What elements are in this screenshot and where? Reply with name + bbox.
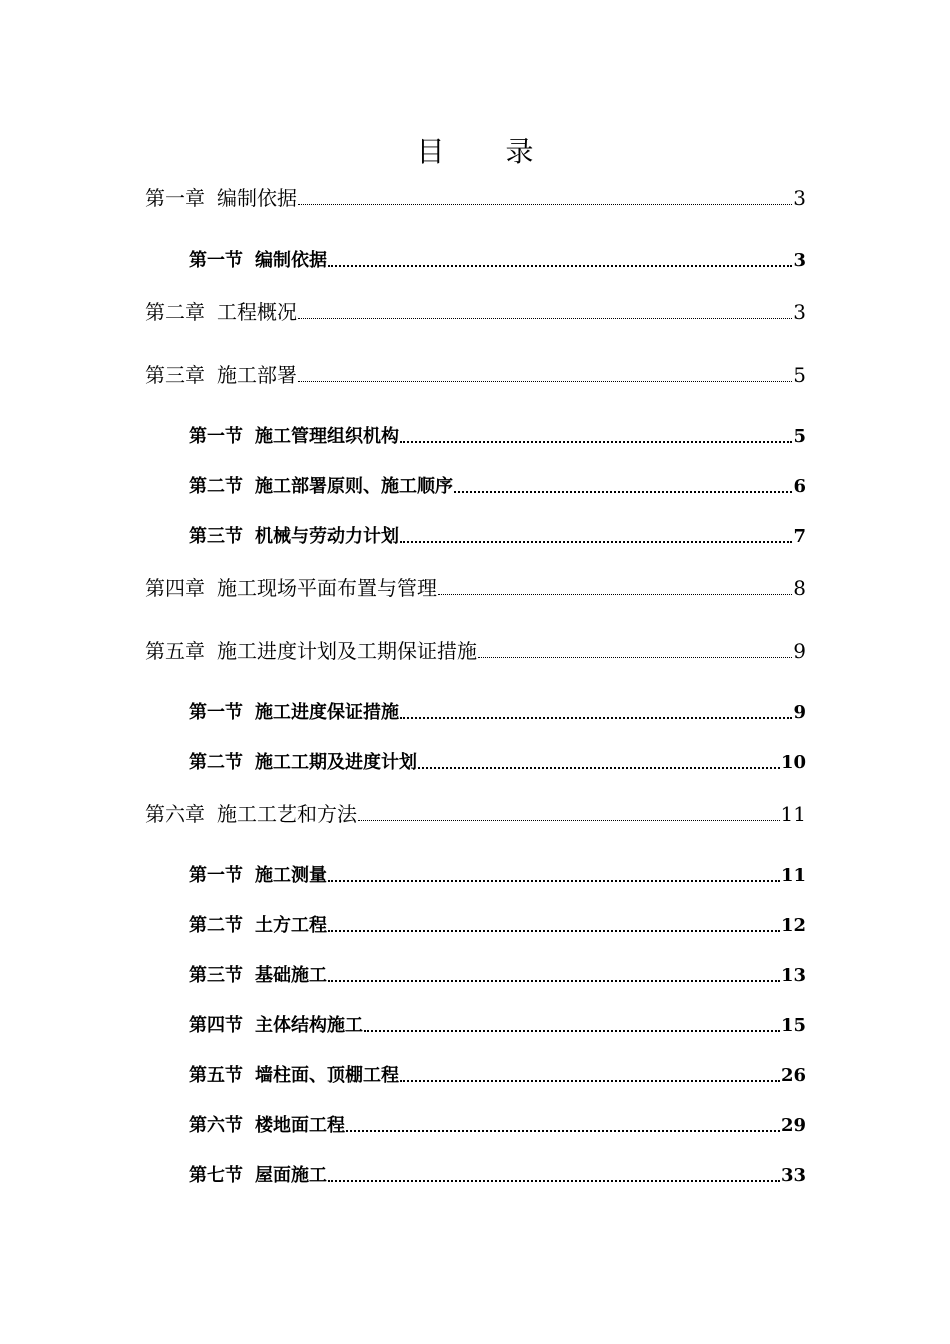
toc-entry-text: 编制依据 bbox=[217, 186, 297, 210]
toc-entry-label bbox=[189, 528, 399, 546]
toc-section-entry[interactable] bbox=[189, 704, 806, 722]
toc-entry-number: 第一节 bbox=[189, 426, 243, 447]
dot-leader bbox=[438, 594, 792, 595]
dot-leader bbox=[328, 1180, 780, 1182]
toc-entry-label bbox=[189, 917, 327, 935]
toc-page-number: 3 bbox=[793, 186, 806, 210]
dot-leader bbox=[328, 265, 792, 267]
toc-section-entry[interactable] bbox=[189, 1017, 806, 1035]
toc-entry-label bbox=[145, 302, 297, 322]
toc-chapter-entry[interactable] bbox=[145, 365, 806, 385]
toc-section-entry[interactable] bbox=[189, 528, 806, 546]
toc-entry-label bbox=[145, 641, 477, 661]
toc-entry-text: 施工管理组织机构 bbox=[255, 426, 399, 447]
toc-entry-label bbox=[189, 428, 399, 446]
toc-page-number: 9 bbox=[793, 639, 806, 663]
dot-leader bbox=[364, 1030, 780, 1032]
toc-section-entry[interactable] bbox=[189, 478, 806, 496]
toc-entry-label bbox=[189, 967, 327, 985]
dot-leader bbox=[328, 980, 780, 982]
toc-entry-text: 施工工艺和方法 bbox=[217, 802, 357, 826]
toc-entry-label bbox=[189, 1067, 399, 1085]
toc-entry-label bbox=[189, 867, 327, 885]
toc-page-number: 7 bbox=[793, 526, 806, 547]
toc-entry-text: 楼地面工程 bbox=[255, 1115, 345, 1136]
toc-section-entry[interactable] bbox=[189, 867, 806, 885]
toc-section-entry[interactable] bbox=[189, 1067, 806, 1085]
toc-entry-text: 基础施工 bbox=[255, 965, 327, 986]
toc-section-entry[interactable] bbox=[189, 967, 806, 985]
toc-entry-text: 施工测量 bbox=[255, 865, 327, 886]
toc-entry-number: 第三节 bbox=[189, 965, 243, 986]
dot-leader bbox=[400, 441, 792, 443]
toc-entry-label bbox=[145, 804, 357, 824]
toc-entry-label bbox=[145, 365, 297, 385]
toc-entry-text: 工程概况 bbox=[217, 300, 297, 324]
toc-page-number: 15 bbox=[780, 1015, 806, 1036]
toc-entry-text: 施工工期及进度计划 bbox=[255, 752, 417, 773]
dot-leader bbox=[298, 381, 792, 382]
toc-chapter-entry[interactable] bbox=[145, 804, 806, 824]
toc-entry-number: 第三节 bbox=[189, 526, 243, 547]
toc-entry-label bbox=[189, 1167, 327, 1185]
toc-entry-text: 施工进度保证措施 bbox=[255, 702, 399, 723]
toc-entry-number: 第四章 bbox=[145, 576, 205, 600]
toc-section-entry[interactable] bbox=[189, 1167, 806, 1185]
toc-entry-text: 墙柱面、顶棚工程 bbox=[255, 1065, 399, 1086]
dot-leader bbox=[454, 491, 792, 493]
toc-page-number: 26 bbox=[780, 1065, 806, 1086]
toc-page-number: 5 bbox=[793, 426, 806, 447]
toc-page-number: 9 bbox=[793, 702, 806, 723]
toc-entry-number: 第一节 bbox=[189, 865, 243, 886]
toc-entry-number: 第一节 bbox=[189, 702, 243, 723]
toc-entry-number: 第六节 bbox=[189, 1115, 243, 1136]
toc-page-number: 6 bbox=[793, 476, 806, 497]
toc-entry-number: 第二章 bbox=[145, 300, 205, 324]
dot-leader bbox=[400, 541, 792, 543]
toc-entry-label bbox=[189, 704, 399, 722]
toc-entry-number: 第二节 bbox=[189, 915, 243, 936]
toc-entry-label bbox=[145, 188, 297, 208]
toc-entry-label bbox=[189, 1017, 363, 1035]
toc-section-entry[interactable] bbox=[189, 754, 806, 772]
toc-page-number: 13 bbox=[780, 965, 806, 986]
toc-section-entry[interactable] bbox=[189, 1117, 806, 1135]
toc-entry-text: 施工部署 bbox=[217, 363, 297, 387]
dot-leader bbox=[358, 820, 780, 821]
toc-page-number: 29 bbox=[780, 1115, 806, 1136]
toc-entry-text: 屋面施工 bbox=[255, 1165, 327, 1186]
toc-page-number: 3 bbox=[793, 250, 806, 271]
toc-page-number: 11 bbox=[780, 865, 806, 886]
dot-leader bbox=[418, 767, 780, 769]
toc-entry-text: 机械与劳动力计划 bbox=[255, 526, 399, 547]
toc-page-number: 5 bbox=[793, 363, 806, 387]
toc-chapter-entry[interactable] bbox=[145, 641, 806, 661]
toc-entry-text: 施工现场平面布置与管理 bbox=[217, 576, 437, 600]
toc-entry-number: 第五章 bbox=[145, 639, 205, 663]
toc-entry-number: 第二节 bbox=[189, 752, 243, 773]
toc-entry-label bbox=[189, 754, 417, 772]
toc-title: 目 录 bbox=[416, 135, 560, 168]
toc-page-number: 8 bbox=[793, 576, 806, 600]
toc-entry-label bbox=[189, 252, 327, 270]
dot-leader bbox=[328, 930, 780, 932]
dot-leader bbox=[346, 1130, 780, 1132]
dot-leader bbox=[298, 318, 792, 319]
toc-entry-number: 第一章 bbox=[145, 186, 205, 210]
toc-chapter-entry[interactable] bbox=[145, 302, 806, 322]
toc-entry-number: 第四节 bbox=[189, 1015, 243, 1036]
toc-entry-number: 第一节 bbox=[189, 250, 243, 271]
dot-leader bbox=[400, 717, 792, 719]
toc-entry-label bbox=[145, 578, 437, 598]
toc-section-entry[interactable] bbox=[189, 917, 806, 935]
dot-leader bbox=[328, 880, 780, 882]
toc-entry-number: 第三章 bbox=[145, 363, 205, 387]
dot-leader bbox=[298, 204, 792, 205]
toc-entry-number: 第七节 bbox=[189, 1165, 243, 1186]
toc-section-entry[interactable] bbox=[189, 252, 806, 270]
toc-page-number: 12 bbox=[780, 915, 806, 936]
toc-chapter-entry[interactable] bbox=[145, 188, 806, 208]
dot-leader bbox=[478, 657, 792, 658]
toc-entry-number: 第五节 bbox=[189, 1065, 243, 1086]
toc-entry-number: 第二节 bbox=[189, 476, 243, 497]
toc-chapter-entry[interactable] bbox=[145, 578, 806, 598]
toc-page-number: 11 bbox=[780, 802, 806, 826]
toc-entry-number: 第六章 bbox=[145, 802, 205, 826]
dot-leader bbox=[400, 1080, 780, 1082]
toc-entry-text: 编制依据 bbox=[255, 250, 327, 271]
toc-section-entry[interactable] bbox=[189, 428, 806, 446]
toc-entry-text: 土方工程 bbox=[255, 915, 327, 936]
toc-page-number: 3 bbox=[793, 300, 806, 324]
toc-entry-label bbox=[189, 478, 453, 496]
toc-entry-text: 施工部署原则、施工顺序 bbox=[255, 476, 453, 497]
toc-entry-text: 主体结构施工 bbox=[255, 1015, 363, 1036]
toc-page-number: 33 bbox=[780, 1165, 806, 1186]
toc-entry-label bbox=[189, 1117, 345, 1135]
toc-entry-text: 施工进度计划及工期保证措施 bbox=[217, 639, 477, 663]
toc-page-number: 10 bbox=[780, 752, 806, 773]
